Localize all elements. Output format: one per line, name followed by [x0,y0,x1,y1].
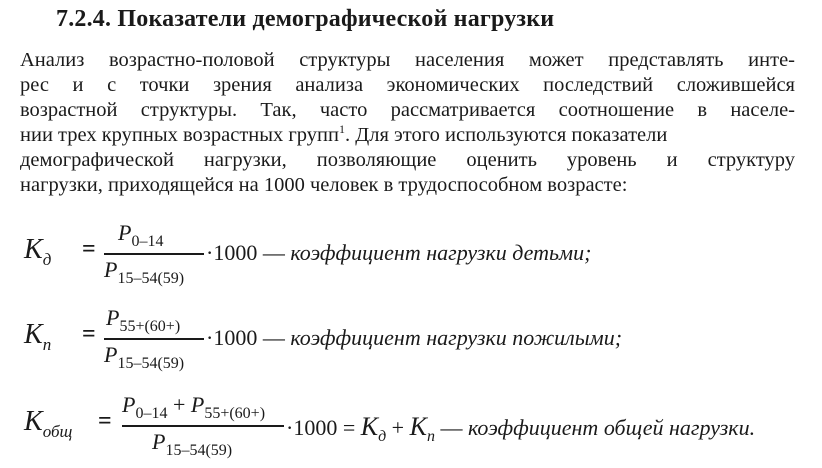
equals-sign: = [82,321,96,347]
formula-fraction [104,220,204,288]
fraction-bar [104,338,204,340]
formula-children-load [20,220,810,300]
formula-tail: ·1000 — коэффициент нагрузки детьми; [206,240,592,265]
formula-symbol: $K_д$ [24,234,52,269]
formula-total-load [20,388,810,468]
formula-elderly-load [20,305,810,385]
formula-fraction [104,305,204,373]
paragraph-line: нагрузки, приходящейся на 1000 человек в трудоспособном возрасте: [20,174,628,196]
section-heading: 7.2.4. Показатели демографической нагрузки [56,6,555,32]
fraction-numerator: $P_{0-14} + P_{55+(60+)}$ [122,392,266,422]
fraction-bar [122,425,284,427]
fraction-numerator: $P_{0-14}$ [118,220,164,250]
formula-tail: $\cdot 1000 = K_д + K_п$ — коэффициент общей нагрузки. [286,412,756,445]
fraction-denominator: $P_{15-54(59)}$ [104,256,185,287]
fraction-denominator: $P_{15-54(59)}$ [104,341,185,372]
equals-sign: = [82,236,96,262]
paragraph-line: Анализ возрастно-половой структуры населения может представлять инте- [20,49,795,71]
formula-tail: ·1000 — коэффициент нагрузки пожилыми; [206,325,623,350]
paragraph-line: демографической нагрузки, позволяющие оценить уровень и структуру [20,149,795,171]
paragraph-text: . Для этого используются показатели [344,124,668,146]
paragraph-text: нии трех крупных возрастных групп [20,124,339,146]
equals-sign: = [98,408,112,434]
paragraph-line: возрастной структуры. Так, часто рассматривается соотношение в населе- [20,99,795,121]
body-paragraph [20,48,795,198]
formula-fraction [122,392,284,460]
footnote-mark: 1 [338,122,345,136]
paragraph-line [20,123,795,148]
fraction-denominator: $P_{15-54(59)}$ [152,428,233,459]
paragraph-line: рес и с точки зрения анализа экономических последствий сложившейся [20,74,795,96]
formula-symbol: $K_{общ}$ [24,406,73,441]
formula-symbol: $K_п$ [24,319,52,354]
fraction-numerator: $P_{55+(60+)}$ [106,305,181,335]
fraction-bar [104,253,204,255]
